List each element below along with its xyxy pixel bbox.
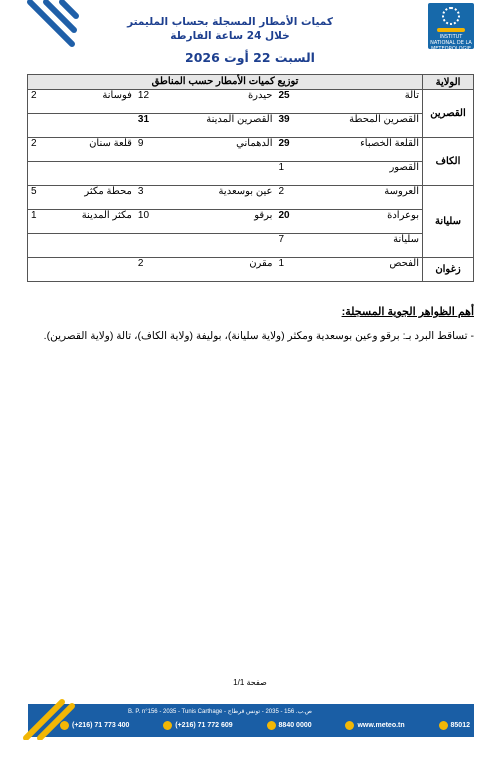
- station-name: بوعرادة: [302, 210, 422, 234]
- footer-contact: [439, 721, 470, 730]
- rain-amount: [135, 162, 162, 186]
- station-name: القصور: [302, 162, 422, 186]
- table-row: [28, 258, 474, 282]
- station-name: [47, 114, 135, 138]
- table-row: [28, 162, 474, 186]
- station-name: قلعة سنان: [47, 138, 135, 162]
- table-row: [28, 114, 474, 138]
- phenomena-text: - تساقط البرد بـ: برقو وعين بوسعدية ومكثر (ولاية سليانة)، بوليفة (ولاية الكاف)، تالة (ولاية القصرين).: [43, 330, 474, 342]
- rain-amount: 2: [275, 186, 302, 210]
- station-name: الفحص: [302, 258, 422, 282]
- table-row: [28, 138, 474, 162]
- rain-amount: 39: [275, 114, 302, 138]
- rain-amount: 1: [275, 162, 302, 186]
- rain-amount: 2: [28, 90, 47, 114]
- rain-amount: 3: [135, 186, 162, 210]
- header-distribution: توزيع كميات الأمطار حسب المناطق: [28, 75, 423, 90]
- table-row: [28, 186, 474, 210]
- station-name: العروسة: [302, 186, 422, 210]
- header-governorate: الولاية: [423, 75, 474, 90]
- footer-contact-text: www.meteo.tn: [357, 722, 405, 729]
- station-name: [47, 162, 135, 186]
- decorative-stripes: [26, 0, 80, 50]
- station-name: سليانة: [302, 234, 422, 258]
- station-name: القلعة الخصباء: [302, 138, 422, 162]
- station-name: [47, 258, 135, 282]
- rain-amount: 10: [135, 210, 162, 234]
- sms-icon: [439, 721, 448, 730]
- footer-bar: [28, 704, 474, 737]
- page-number: صفحة 1/1: [233, 678, 267, 687]
- logo-text: INSTITUT NATIONAL DE LA METEOROLOGIE: [430, 34, 472, 52]
- rain-amount: 29: [275, 138, 302, 162]
- station-name: برقو: [162, 210, 276, 234]
- station-name: مكثر المدينة: [47, 210, 135, 234]
- table-header-row: [28, 75, 474, 90]
- station-name: محطة مكثر: [47, 186, 135, 210]
- rain-amount: 2: [28, 138, 47, 162]
- inm-logo: [428, 3, 474, 52]
- station-name: فوسانة: [47, 90, 135, 114]
- report-title: [120, 15, 340, 43]
- footer-contact: [163, 721, 232, 730]
- governorate-name: القصرين: [423, 90, 474, 138]
- wave-icon: [437, 28, 465, 32]
- rainfall-table-body: [28, 75, 474, 282]
- station-name: القصرين المحطة: [302, 114, 422, 138]
- table-row: [28, 210, 474, 234]
- rain-amount: 20: [275, 210, 302, 234]
- rain-amount: [28, 114, 47, 138]
- station-name: تالة: [302, 90, 422, 114]
- rain-amount: [28, 258, 47, 282]
- footer-contact: [345, 721, 404, 730]
- station-name: حيدرة: [162, 90, 276, 114]
- rain-amount: 1: [275, 258, 302, 282]
- governorate-name: زغوان: [423, 258, 474, 282]
- rain-amount: 5: [28, 186, 47, 210]
- footer-contact: [267, 721, 312, 730]
- station-name: عين بوسعدية: [162, 186, 276, 210]
- station-name: [47, 234, 135, 258]
- rain-amount: [135, 234, 162, 258]
- table-row: [28, 90, 474, 114]
- title-line-1: كميات الأمطار المسجلة بحساب المليمتر: [127, 16, 333, 28]
- sun-icon: [442, 7, 460, 25]
- rain-amount: 2: [135, 258, 162, 282]
- station-name: مقرن: [162, 258, 276, 282]
- rain-amount: [28, 234, 47, 258]
- footer-contact-text: (+216) 71 773 400: [72, 722, 130, 729]
- rain-amount: 25: [275, 90, 302, 114]
- rain-amount: 12: [135, 90, 162, 114]
- station-name: [162, 162, 276, 186]
- footer-contact-text: (+216) 71 772 609: [175, 722, 233, 729]
- title-line-2: خلال 24 ساعة الفارطة: [170, 30, 290, 42]
- station-name: الدهماني: [162, 138, 276, 162]
- rain-amount: 7: [275, 234, 302, 258]
- footer-contact-text: 85012: [450, 722, 470, 729]
- fax-icon: [163, 721, 172, 730]
- footer-address: B. P. n°156 - 2035 - Tunis Carthage - ص.ب. 156 - 2035 - تونس قرطاج: [128, 709, 313, 715]
- governorate-name: سليانة: [423, 186, 474, 258]
- footer-decorative-stripes: [22, 698, 76, 740]
- report-date: السبت 22 أوت 2026: [185, 50, 315, 65]
- governorate-name: الكاف: [423, 138, 474, 186]
- station-name: [162, 234, 276, 258]
- footer-contact-text: 8840 0000: [278, 722, 312, 729]
- rainfall-table: [27, 74, 474, 282]
- phone-icon: [267, 721, 276, 730]
- rain-amount: [28, 162, 47, 186]
- rain-amount: 9: [135, 138, 162, 162]
- table-row: [28, 234, 474, 258]
- footer-contacts: [60, 721, 470, 730]
- rain-amount: 1: [28, 210, 47, 234]
- station-name: القصرين المدينة: [162, 114, 276, 138]
- web-icon: [345, 721, 354, 730]
- phenomena-title: أهم الظواهر الجوية المسجلة:: [341, 306, 474, 318]
- rain-amount: 31: [135, 114, 162, 138]
